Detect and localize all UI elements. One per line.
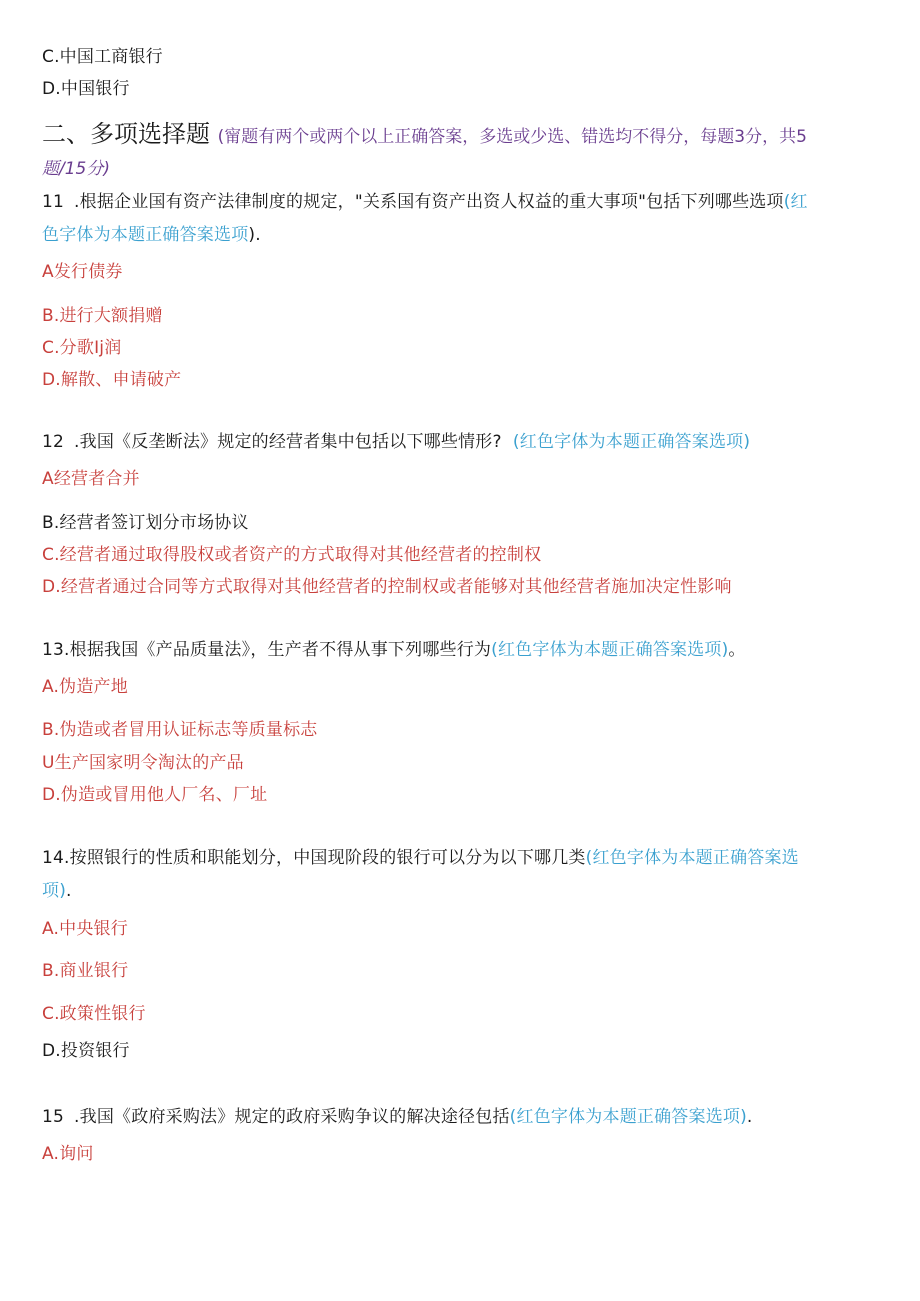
q12-option-c: C.经营者通过取得股权或者资产的方式取得对其他经营者的控制权 — [42, 545, 542, 565]
question-text: 13.根据我国《产品质量法》，生产者不得从事下列哪些行为 — [42, 640, 492, 660]
q13-option-c: U生产国家明令淘汰的产品 — [42, 753, 244, 773]
question-text: 14.按照银行的性质和职能划分，中国现阶段的银行可以分为以下哪几类 — [42, 848, 586, 868]
section-heading — [42, 118, 807, 153]
question-13-line1 — [42, 638, 746, 662]
answer-hint: (红色字体为本题正确答案选项) — [509, 1107, 747, 1127]
question-14-line2 — [42, 879, 72, 903]
question-12-line1 — [42, 430, 750, 454]
question-11-line1 — [42, 190, 808, 214]
q14-option-d: D.投资银行 — [42, 1041, 130, 1061]
question-text: .根据企业国有资产法律制度的规定，"关系国有资产出资人权益的重大事项"包括下列哪些选项 — [74, 192, 784, 212]
question-14-line1 — [42, 846, 799, 870]
question-tail: . — [746, 1107, 753, 1127]
question-15-line1 — [42, 1105, 753, 1129]
q12-option-b: B.经营者签订划分市场协议 — [42, 513, 249, 533]
question-number: 15 — [42, 1107, 65, 1127]
q12-option-a: A经营者合并 — [42, 469, 140, 489]
q15-option-a: A.询问 — [42, 1144, 94, 1164]
answer-hint: (红色字体为本题正确答案选项) — [512, 432, 751, 452]
section-title: 二、多项选择题 — [42, 120, 210, 148]
answer-hint: (红 — [783, 192, 808, 212]
answer-hint: 项) — [42, 881, 67, 901]
option-d-prev: D.中国银行 — [42, 79, 130, 99]
q13-option-a: A.伪造产地 — [42, 677, 128, 697]
answer-hint: (红色字体为本题正确答案选项) — [491, 640, 729, 660]
q14-option-a: A.中央银行 — [42, 919, 128, 939]
question-tail: ). — [248, 225, 261, 245]
question-text: .我国《政府采购法》规定的政府采购争议的解决途径包括 — [74, 1107, 510, 1127]
q11-option-a: A发行债券 — [42, 262, 123, 282]
answer-hint: (红色字体为本题正确答案选 — [585, 848, 799, 868]
q14-option-b: B.商业银行 — [42, 961, 129, 981]
section-note: (甯题有两个或两个以上正确答案，多选或少选、错选均不得分，每题3分，共5 — [217, 127, 807, 147]
q11-option-c: C.分歌Ij润 — [42, 338, 122, 358]
q14-option-c: C.政策性银行 — [42, 1004, 146, 1024]
answer-hint: 色字体为本题正确答案选项 — [42, 225, 249, 245]
section-note-continued: 题/15分) — [42, 159, 110, 179]
q11-option-d: D.解散、申请破产 — [42, 370, 182, 390]
option-c-prev: C.中国工商银行 — [42, 47, 163, 67]
q12-option-d: D.经营者通过合同等方式取得对其他经营者的控制权或者能够对其他经营者施加决定性影响 — [42, 577, 732, 597]
q13-option-d: D.伪造或冒用他人厂名、厂址 — [42, 785, 268, 805]
question-tail: . — [66, 881, 72, 901]
question-number: 11 — [42, 192, 65, 212]
q11-option-b: B.进行大额捐赠 — [42, 306, 163, 326]
question-number: 12 — [42, 432, 65, 452]
q13-option-b: B.伪造或者冒用认证标志等质量标志 — [42, 720, 318, 740]
question-text: .我国《反垄断法》规定的经营者集中包括以下哪些情形? — [74, 432, 502, 452]
question-11-line2 — [42, 223, 261, 247]
question-tail: 。 — [728, 640, 746, 660]
